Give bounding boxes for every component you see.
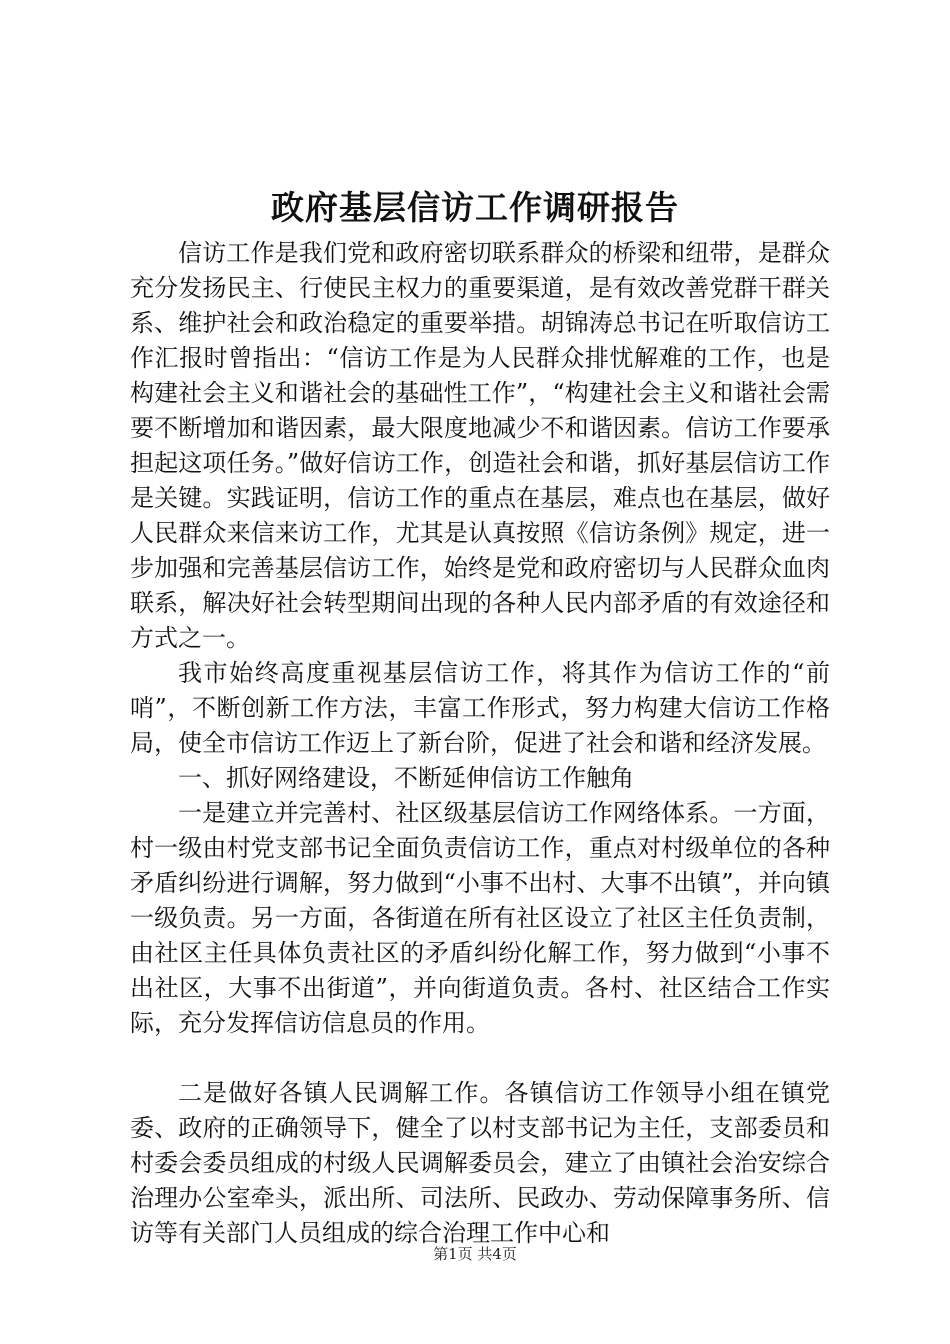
page-number-footer: 第1页 共4页 <box>433 1245 517 1263</box>
paragraph-intro: 信访工作是我们党和政府密切联系群众的桥梁和纽带，是群众充分发扬民主、行使民主权力的重要渠道，是有效改善党群干群关系、维护社会和政治稳定的重要举措。胡锦涛总书记在听取信访工作汇报时曾指出：“信访工作是为人民群众排忧解难的工作，也是构建社会主义和谐社会的基础性工作”，“构建社会主义和谐社会需要不断增加和谐因素，最大限度地减少不和谐因素。信访工作要承担起这项任务。”做好信访工作，创造社会和谐，抓好基层信访工作是关键。实践证明，信访工作的重点在基层，难点也在基层，做好人民群众来信来访工作，尤其是认真按照《信访条例》规定，进一步加强和完善基层信访工作，始终是党和政府密切与人民群众血肉联系，解决好社会转型期间出现的各种人民内部矛盾的有效途径和方式之一。 <box>130 239 830 652</box>
document-title: 政府基层信访工作调研报告 <box>271 188 679 227</box>
document-body <box>130 236 830 1251</box>
paragraph-mediation: 二是做好各镇人民调解工作。各镇信访工作领导小组在镇党委、政府的正确领导下，健全了以村支部书记为主任，支部委员和村委会委员组成的村级人民调解委员会，建立了由镇社会治安综合治理办公室牵头，派出所、司法所、民政办、劳动保障事务所、信访等有关部门人员组成的综合治理工作中心和 <box>130 1079 830 1247</box>
paragraph-city-overview: 我市始终高度重视基层信访工作，将其作为信访工作的“前哨”，不断创新工作方法，丰富工作形式，努力构建大信访工作格局，使全市信访工作迈上了新台阶，促进了社会和谐和经济发展。 <box>130 659 830 757</box>
section-heading-1: 一、抓好网络建设，不断延伸信访工作触角 <box>178 764 634 792</box>
paragraph-network-system: 一是建立并完善村、社区级基层信访工作网络体系。一方面，村一级由村党支部书记全面负责信访工作，重点对村级单位的各种矛盾纠纷进行调解，努力做到“小事不出村、大事不出镇”，并向镇一级负责。另一方面，各街道在所有社区设立了社区主任负责制，由社区主任具体负责社区的矛盾纠纷化解工作，努力做到“小事不出社区，大事不出街道”，并向街道负责。各村、社区结合工作实际，充分发挥信访信息员的作用。 <box>130 799 830 1037</box>
